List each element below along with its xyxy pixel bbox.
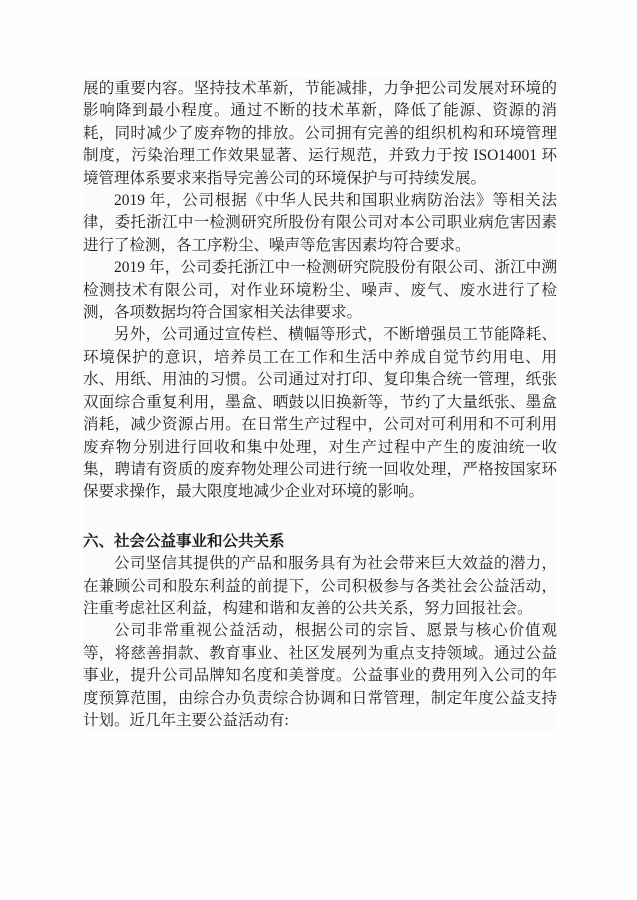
paragraph-welfare-activities: 公司非常重视公益活动，根据公司的宗旨、愿景与核心价值观等，将慈善捐款、教育事业、社区发展列为重点支持领域。通过公益事业，提升公司品牌知名度和美誉度。公益事业的费用列入公司的年度预算范围，由综合办负责综合协调和日常管理，制定年度公益支持计划。近几年主要公益活动有: (83, 622, 557, 729)
paragraph-social-benefit-belief: 公司坚信其提供的产品和服务具有为社会带来巨大效益的潜力，在兼顾公司和股东利益的前提下，公司积极参与各类社会公益活动，注重考虑社区利益，构建和谐和友善的公共关系，努力回报社会。 (83, 555, 557, 617)
paragraph-energy-saving-recycling: 另外，公司通过宣传栏、横幅等形式，不断增强员工节能降耗、环境保护的意识，培养员工在工作和生活中养成自觉节约用电、用水、用纸、用油的习惯。公司通过对打印、复印集合统一管理，纸张双面综合重复利用，墨盒、晒鼓以旧换新等，节约了大量纸张、墨盒消耗，减少资源占用。在日常生产过程中，公司对可利用和不可利用废弃物分别进行回收和集中处理，对生产过程中产生的废油统一收集，聘请有资质的废弃物处理公司进行统一回收处理，严格按国家环保要求操作，最大限度地减少企业对环境的影响。 (83, 326, 557, 501)
section-heading-public-welfare: 六、社会公益事业和公共关系 (83, 532, 285, 550)
paragraph-environment-testing: 2019 年，公司委托浙江中一检测研究院股份有限公司、浙江中溯检测技术有限公司，对作业环境粉尘、噪声、废气、废水进行了检测，各项数据均符合国家相关法律要求。 (83, 259, 557, 322)
paragraph-environment-continuation: 展的重要内容。坚持技术革新，节能减排，力争把公司发展对环境的影响降到最小程度。通过不断的技术革新，降低了能源、资源的消耗，同时减少了废弃物的排放。公司拥有完善的组织机构和环境管理制度，污染治理工作效果显著、运行规范，并致力于按 ISO14001 环境管理体系要求来指导完善公司的环境保护与可持续发展。 (83, 80, 557, 187)
paragraph-occupational-disease-testing: 2019 年，公司根据《中华人民共和国职业病防治法》等相关法律，委托浙江中一检测研究所股份有限公司对本公司职业病危害因素进行了检测，各工序粉尘、噪声等危害因素均符合要求。 (83, 192, 557, 254)
text-block (83, 78, 557, 732)
